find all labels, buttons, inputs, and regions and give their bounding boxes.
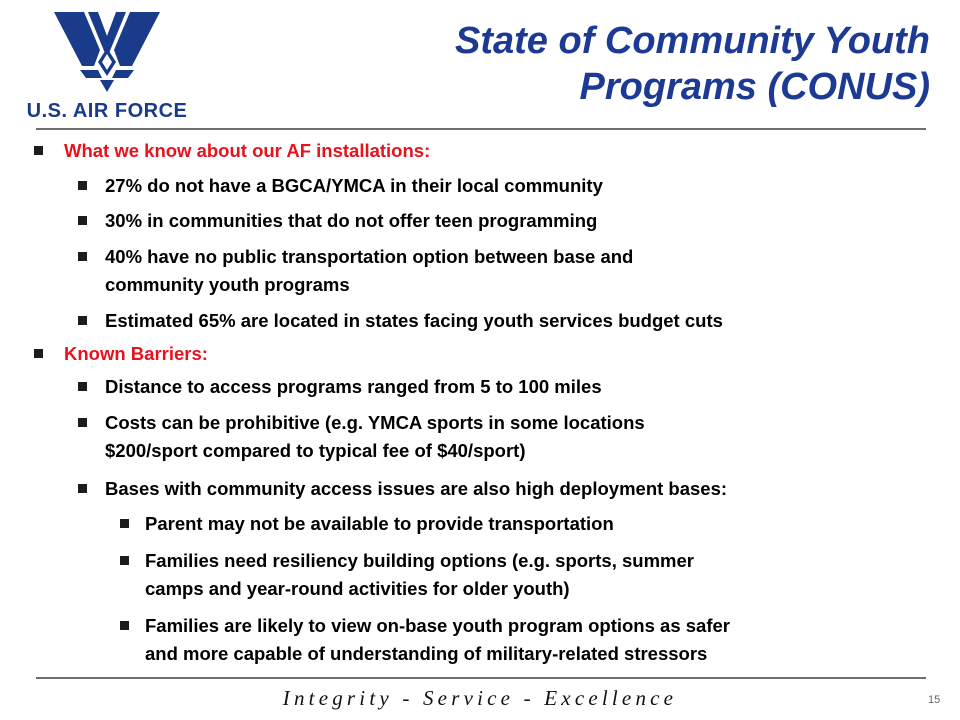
footer-motto: Integrity - Service - Excellence [282, 686, 678, 710]
square-bullet-icon [120, 556, 129, 565]
square-bullet-icon [78, 252, 87, 261]
bottom-divider [36, 677, 926, 679]
square-bullet-icon [78, 216, 87, 225]
square-bullet-icon [78, 316, 87, 325]
square-bullet-icon [78, 418, 87, 427]
square-bullet-icon [78, 382, 87, 391]
logo-text: U.S. AIR FORCE [26, 100, 188, 122]
page-number: 15 [928, 694, 941, 706]
square-bullet-icon [78, 181, 87, 190]
square-bullet-icon [78, 484, 87, 493]
square-bullet-icon [120, 519, 129, 528]
bullet-list: What we know about our AF installations: 27% do not have a BGCA/YMCA in their local community 30% in communities that do not offer teen programming 40% have no public transportation option between base and community youth programs Estimated 65% are located in states facing youth services budget cuts Known Barriers: Distance to access programs ranged from 5 to 100 miles Costs can be prohibitive (e.g. YMCA sports in some locations $200/sport compared to typical fee of $40/sport) Bases with community access issues are also high deployment bases: Parent may not be available to provide transportation Families need resiliency building options (e.g. sports, summer camps and year-round activities for older youth) Families are likely to view on-base youth program options as safer and more capable of understanding of military-related stressors [0, 0, 960, 680]
square-bullet-icon [34, 349, 43, 358]
slide-title-line-1: State of Community Youth [455, 20, 930, 62]
square-bullet-icon [34, 146, 43, 155]
square-bullet-icon [120, 621, 129, 630]
slide-title-line-2: Programs (CONUS) [579, 66, 930, 108]
